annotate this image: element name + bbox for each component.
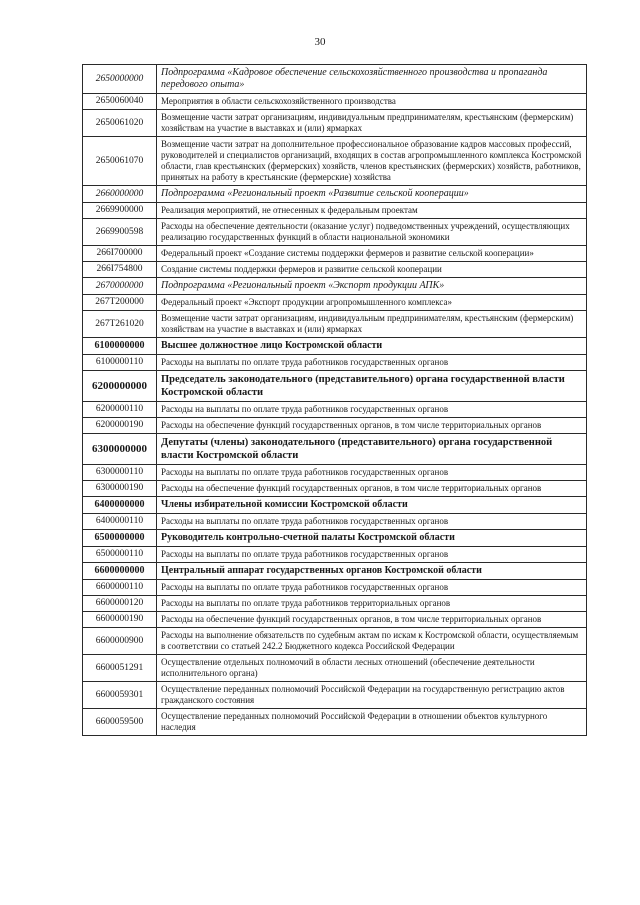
row-description: Осуществление отдельных полномочий в области лесных отношений (обеспечение деятельности исполнительного органа) [157, 655, 587, 682]
row-code: 6500000000 [83, 530, 157, 547]
row-description: Расходы на выплаты по оплате труда работников государственных органов [157, 402, 587, 418]
table-row [83, 628, 587, 655]
row-description: Председатель законодательного (представительного) органа государственной власти Костромской области [157, 371, 587, 402]
row-code: 6600000000 [83, 563, 157, 580]
row-code: 2650060040 [83, 94, 157, 110]
row-description: Расходы на выплаты по оплате труда работников государственных органов [157, 547, 587, 563]
row-description: Расходы на выплаты по оплате труда работников государственных органов [157, 580, 587, 596]
table-row [83, 311, 587, 338]
row-description: Расходы на обеспечение деятельности (оказание услуг) подведомственных учреждений, осуществляющих реализацию государственных функций в области национальной экономики [157, 219, 587, 246]
page-number: 30 [314, 36, 326, 48]
table-row [83, 563, 587, 580]
row-description: Депутаты (члены) законодательного (представительного) органа государственной власти Костромской области [157, 434, 587, 465]
table-row [83, 547, 587, 563]
table-row [83, 709, 587, 736]
table-row [83, 402, 587, 418]
table-row [83, 203, 587, 219]
table-row [83, 514, 587, 530]
row-code: 2650000000 [83, 65, 157, 94]
row-description: Центральный аппарат государственных органов Костромской области [157, 563, 587, 580]
row-code: 2650061070 [83, 137, 157, 186]
row-description: Подпрограмма «Региональный проект «Развитие сельской кооперации» [157, 186, 587, 203]
table-row [83, 355, 587, 371]
table-row [83, 278, 587, 295]
row-description: Расходы на выплаты по оплате труда работников территориальных органов [157, 596, 587, 612]
row-description: Возмещение части затрат организациям, индивидуальным предпринимателям, крестьянским (фермерским) хозяйствам на участие в выставках и (или) ярмарках [157, 311, 587, 338]
row-description: Высшее должностное лицо Костромской области [157, 338, 587, 355]
table-row [83, 94, 587, 110]
row-code: 6300000000 [83, 434, 157, 465]
table-row [83, 481, 587, 497]
row-description: Расходы на обеспечение функций государственных органов, в том числе территориальных органов [157, 418, 587, 434]
table-row [83, 219, 587, 246]
row-code: 266I754800 [83, 262, 157, 278]
row-code: 6600051291 [83, 655, 157, 682]
table-row [83, 434, 587, 465]
table-row [83, 262, 587, 278]
table-row [83, 246, 587, 262]
table-row [83, 65, 587, 94]
row-description: Подпрограмма «Региональный проект «Экспорт продукции АПК» [157, 278, 587, 295]
row-code: 6300000110 [83, 465, 157, 481]
row-description: Федеральный проект «Создание системы поддержки фермеров и развитие сельской кооперации» [157, 246, 587, 262]
row-code: 6200000000 [83, 371, 157, 402]
row-code: 6600059301 [83, 682, 157, 709]
row-code: 6400000110 [83, 514, 157, 530]
row-description: Подпрограмма «Кадровое обеспечение сельскохозяйственного производства и пропаганда передового опыта» [157, 65, 587, 94]
row-description: Реализация мероприятий, не отнесенных к федеральным проектам [157, 203, 587, 219]
row-description: Осуществление переданных полномочий Российской Федерации на государственную регистрацию актов гражданского состояния [157, 682, 587, 709]
row-code: 6600000110 [83, 580, 157, 596]
budget-codes-table [82, 64, 587, 736]
row-description: Федеральный проект «Экспорт продукции агропромышленного комплекса» [157, 295, 587, 311]
row-description: Возмещение части затрат организациям, индивидуальным предпринимателям, крестьянским (фермерским) хозяйствам на участие в выставках и (или) ярмарках [157, 110, 587, 137]
row-description: Члены избирательной комиссии Костромской области [157, 497, 587, 514]
row-code: 6600000120 [83, 596, 157, 612]
table-row [83, 497, 587, 514]
row-code: 2669900000 [83, 203, 157, 219]
table-row [83, 137, 587, 186]
row-description: Расходы на выплаты по оплате труда работников государственных органов [157, 355, 587, 371]
row-code: 6400000000 [83, 497, 157, 514]
row-code: 6200000190 [83, 418, 157, 434]
row-description: Создание системы поддержки фермеров и развитие сельской кооперации [157, 262, 587, 278]
table-row [83, 295, 587, 311]
row-code: 267T261020 [83, 311, 157, 338]
row-description: Расходы на выплаты по оплате труда работников государственных органов [157, 514, 587, 530]
table-row [83, 465, 587, 481]
row-code: 267T200000 [83, 295, 157, 311]
table-row [83, 612, 587, 628]
row-code: 2650061020 [83, 110, 157, 137]
row-code: 6100000000 [83, 338, 157, 355]
row-description: Расходы на обеспечение функций государственных органов, в том числе территориальных органов [157, 612, 587, 628]
row-code: 2670000000 [83, 278, 157, 295]
row-code: 6600059500 [83, 709, 157, 736]
table-row [83, 371, 587, 402]
row-description: Мероприятия в области сельскохозяйственного производства [157, 94, 587, 110]
table-row [83, 596, 587, 612]
table-row [83, 110, 587, 137]
row-code: 6300000190 [83, 481, 157, 497]
row-description: Осуществление переданных полномочий Российской Федерации в отношении объектов культурного наследия [157, 709, 587, 736]
row-description: Расходы на выплаты по оплате труда работников государственных органов [157, 465, 587, 481]
row-code: 6200000110 [83, 402, 157, 418]
row-description: Руководитель контрольно-счетной палаты Костромской области [157, 530, 587, 547]
row-description: Расходы на выполнение обязательств по судебным актам по искам к Костромской области, осуществляемым в соответствии со статьей 242.2 Бюджетного кодекса Российской Федерации [157, 628, 587, 655]
table-row [83, 418, 587, 434]
row-code: 6500000110 [83, 547, 157, 563]
row-code: 6600000190 [83, 612, 157, 628]
row-code: 2660000000 [83, 186, 157, 203]
table-row [83, 338, 587, 355]
row-description: Расходы на обеспечение функций государственных органов, в том числе территориальных органов [157, 481, 587, 497]
table-row [83, 682, 587, 709]
row-code: 2669900598 [83, 219, 157, 246]
row-description: Возмещение части затрат на дополнительное профессиональное образование кадров массовых профессий, руководителей и специалистов организаций, входящих в состав агропромышленного комплекса Костромской области, глав крестьянских (фермерских) хозяйств, членов крестьянских (фермерских) хозяйств, работников, принятых на работу в крестьянские (фермерские) хозяйства [157, 137, 587, 186]
table-row [83, 186, 587, 203]
row-code: 266I700000 [83, 246, 157, 262]
row-code: 6600000900 [83, 628, 157, 655]
table-row [83, 530, 587, 547]
table-row [83, 655, 587, 682]
table-row [83, 580, 587, 596]
row-code: 6100000110 [83, 355, 157, 371]
